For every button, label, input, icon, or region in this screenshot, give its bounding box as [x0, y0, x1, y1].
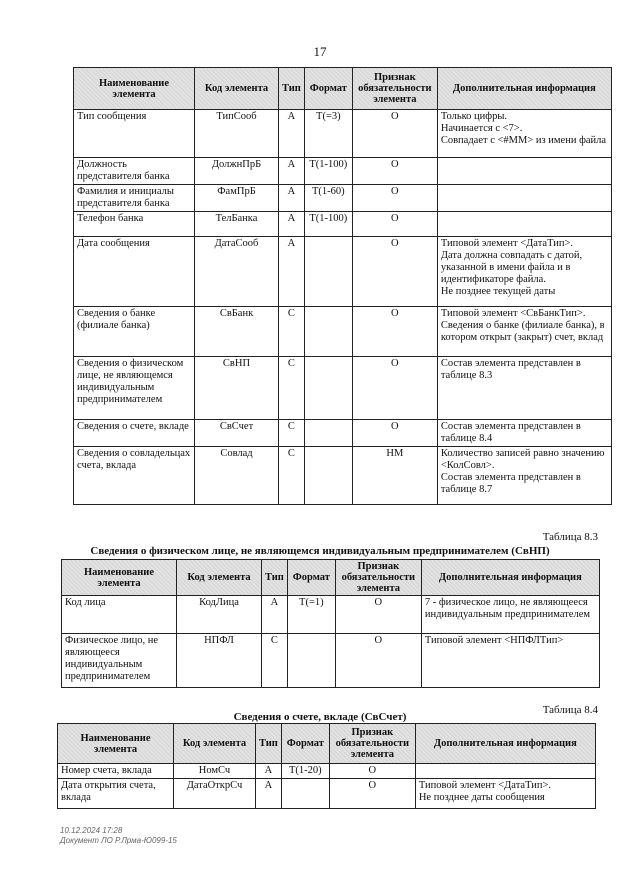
column-header: Дополнительная информация [415, 724, 595, 764]
table-title: Сведения о счете, вкладе (СвСчет) [233, 711, 407, 723]
element-code-cell: ДатаСооб [195, 237, 279, 307]
table-row [74, 420, 612, 447]
table-header-row [74, 68, 612, 110]
element-info-cell: 7 - физическое лицо, не являющееся индивидуальным предпринимателем [421, 596, 599, 634]
element-name-cell: Дата сообщения [74, 237, 195, 307]
table-header-row [58, 724, 596, 764]
element-format-cell [304, 307, 352, 357]
element-name-cell: Номер счета, вклада [58, 764, 174, 779]
element-info-cell [437, 158, 611, 185]
element-code-cell: ДатаОткрСч [174, 779, 256, 809]
element-name-cell: Физическое лицо, не являющееся индивидуальным предпринимателем [62, 634, 177, 688]
element-info-cell: Типовой элемент <ДатаТип>. Не позднее даты сообщения [415, 779, 595, 809]
element-type-cell: А [256, 764, 282, 779]
element-name-cell: Фамилия и инициалы представителя банка [74, 185, 195, 212]
table-row [74, 237, 612, 307]
element-format-cell: Т(1-100) [304, 158, 352, 185]
element-info-cell [415, 764, 595, 779]
column-header: Формат [304, 68, 352, 110]
table-row [74, 357, 612, 420]
element-format-cell [287, 634, 335, 688]
element-type-cell: С [262, 634, 288, 688]
element-info-cell: Количество записей равно значению <КолСовл>. Состав элемента представлен в таблице 8.7 [437, 447, 611, 505]
element-required-cell: О [335, 634, 421, 688]
column-header: Код элемента [177, 560, 262, 596]
element-info-cell: Типовой элемент <СвБанкТип>. Сведения о банке (филиале банка), в котором открыт (закрыт) счет, вклад [437, 307, 611, 357]
column-header: Признак обязательности элемента [352, 68, 437, 110]
column-header: Наименование элемента [74, 68, 195, 110]
element-type-cell: А [279, 237, 305, 307]
element-code-cell: КодЛица [177, 596, 262, 634]
print-timestamp: 10.12.2024 17:28 [60, 826, 123, 835]
column-header: Наименование элемента [62, 560, 177, 596]
table-number: Таблица 8.4 [542, 704, 598, 716]
element-code-cell: СвБанк [195, 307, 279, 357]
page-number: 17 [313, 44, 327, 59]
element-code-cell: НПФЛ [177, 634, 262, 688]
element-format-cell: Т(1-100) [304, 212, 352, 237]
element-required-cell: О [329, 764, 415, 779]
element-format-cell [304, 357, 352, 420]
table-row [74, 307, 612, 357]
element-format-cell: Т(=1) [287, 596, 335, 634]
element-code-cell: Совлад [195, 447, 279, 505]
element-format-cell [304, 420, 352, 447]
element-info-cell: Состав элемента представлен в таблице 8.3 [437, 357, 611, 420]
element-name-cell: Должность представителя банка [74, 158, 195, 185]
table-header-row [62, 560, 600, 596]
element-required-cell: О [352, 420, 437, 447]
elements-table-svschet [57, 723, 596, 809]
element-type-cell: С [279, 420, 305, 447]
table-row [74, 212, 612, 237]
column-header: Дополнительная информация [421, 560, 599, 596]
element-code-cell: ТелБанка [195, 212, 279, 237]
table-row [58, 779, 596, 809]
column-header: Признак обязательности элемента [335, 560, 421, 596]
element-type-cell: С [279, 357, 305, 420]
element-type-cell: А [279, 185, 305, 212]
element-type-cell: А [279, 212, 305, 237]
element-name-cell: Сведения о счете, вкладе [74, 420, 195, 447]
element-name-cell: Телефон банка [74, 212, 195, 237]
element-info-cell: Типовой элемент <ДатаТип>. Дата должна совпадать с датой, указанной в имени файла и в идентификаторе файла. Не позднее текущей даты [437, 237, 611, 307]
print-footer [60, 826, 177, 846]
table-row [62, 634, 600, 688]
element-format-cell: Т(=3) [304, 110, 352, 158]
element-required-cell: НМ [352, 447, 437, 505]
element-name-cell: Сведения о физическом лице, не являющемся индивидуальным предпринимателем [74, 357, 195, 420]
element-info-cell [437, 185, 611, 212]
element-info-cell: Типовой элемент <НПФЛТип> [421, 634, 599, 688]
element-format-cell [281, 779, 329, 809]
element-type-cell: С [279, 307, 305, 357]
element-name-cell: Сведения о банке (филиале банка) [74, 307, 195, 357]
element-name-cell: Тип сообщения [74, 110, 195, 158]
element-code-cell: СвСчет [195, 420, 279, 447]
column-header: Формат [287, 560, 335, 596]
element-format-cell [304, 237, 352, 307]
element-info-cell: Только цифры. Начинается с <7>. Совпадает с <#ММ> из имени файла [437, 110, 611, 158]
column-header: Тип [256, 724, 282, 764]
element-required-cell: О [352, 158, 437, 185]
element-type-cell: А [279, 158, 305, 185]
element-code-cell: ФамПрБ [195, 185, 279, 212]
table-number: Таблица 8.3 [542, 531, 598, 543]
element-type-cell: А [262, 596, 288, 634]
element-info-cell [437, 212, 611, 237]
element-code-cell: ДолжнПрБ [195, 158, 279, 185]
element-type-cell: А [279, 110, 305, 158]
element-required-cell: О [352, 110, 437, 158]
table-row [74, 110, 612, 158]
element-required-cell: О [352, 212, 437, 237]
element-required-cell: О [329, 779, 415, 809]
column-header: Тип [279, 68, 305, 110]
column-header: Тип [262, 560, 288, 596]
element-type-cell: С [279, 447, 305, 505]
element-format-cell: Т(1-20) [281, 764, 329, 779]
column-header: Дополнительная информация [437, 68, 611, 110]
element-format-cell: Т(1-60) [304, 185, 352, 212]
table-title: Сведения о физическом лице, не являющемся индивидуальным предпринимателем (СвНП) [90, 545, 550, 557]
element-name-cell: Сведения о совладельцах счета, вклада [74, 447, 195, 505]
document-reference: Документ ЛО Р.Лрма-Ю099-15 [60, 836, 177, 845]
table-row [74, 158, 612, 185]
element-format-cell [304, 447, 352, 505]
element-required-cell: О [352, 185, 437, 212]
element-required-cell: О [335, 596, 421, 634]
element-info-cell: Состав элемента представлен в таблице 8.4 [437, 420, 611, 447]
elements-table-svnp [61, 559, 600, 688]
element-code-cell: НомСч [174, 764, 256, 779]
table-row [74, 185, 612, 212]
element-code-cell: ТипСооб [195, 110, 279, 158]
element-name-cell: Дата открытия счета, вклада [58, 779, 174, 809]
column-header: Код элемента [195, 68, 279, 110]
column-header: Признак обязательности элемента [329, 724, 415, 764]
column-header: Код элемента [174, 724, 256, 764]
element-required-cell: О [352, 307, 437, 357]
column-header: Наименование элемента [58, 724, 174, 764]
column-header: Формат [281, 724, 329, 764]
element-code-cell: СвНП [195, 357, 279, 420]
element-required-cell: О [352, 237, 437, 307]
table-row [74, 447, 612, 505]
element-type-cell: А [256, 779, 282, 809]
element-required-cell: О [352, 357, 437, 420]
table-row [58, 764, 596, 779]
element-name-cell: Код лица [62, 596, 177, 634]
elements-table-main [73, 67, 612, 505]
table-row [62, 596, 600, 634]
